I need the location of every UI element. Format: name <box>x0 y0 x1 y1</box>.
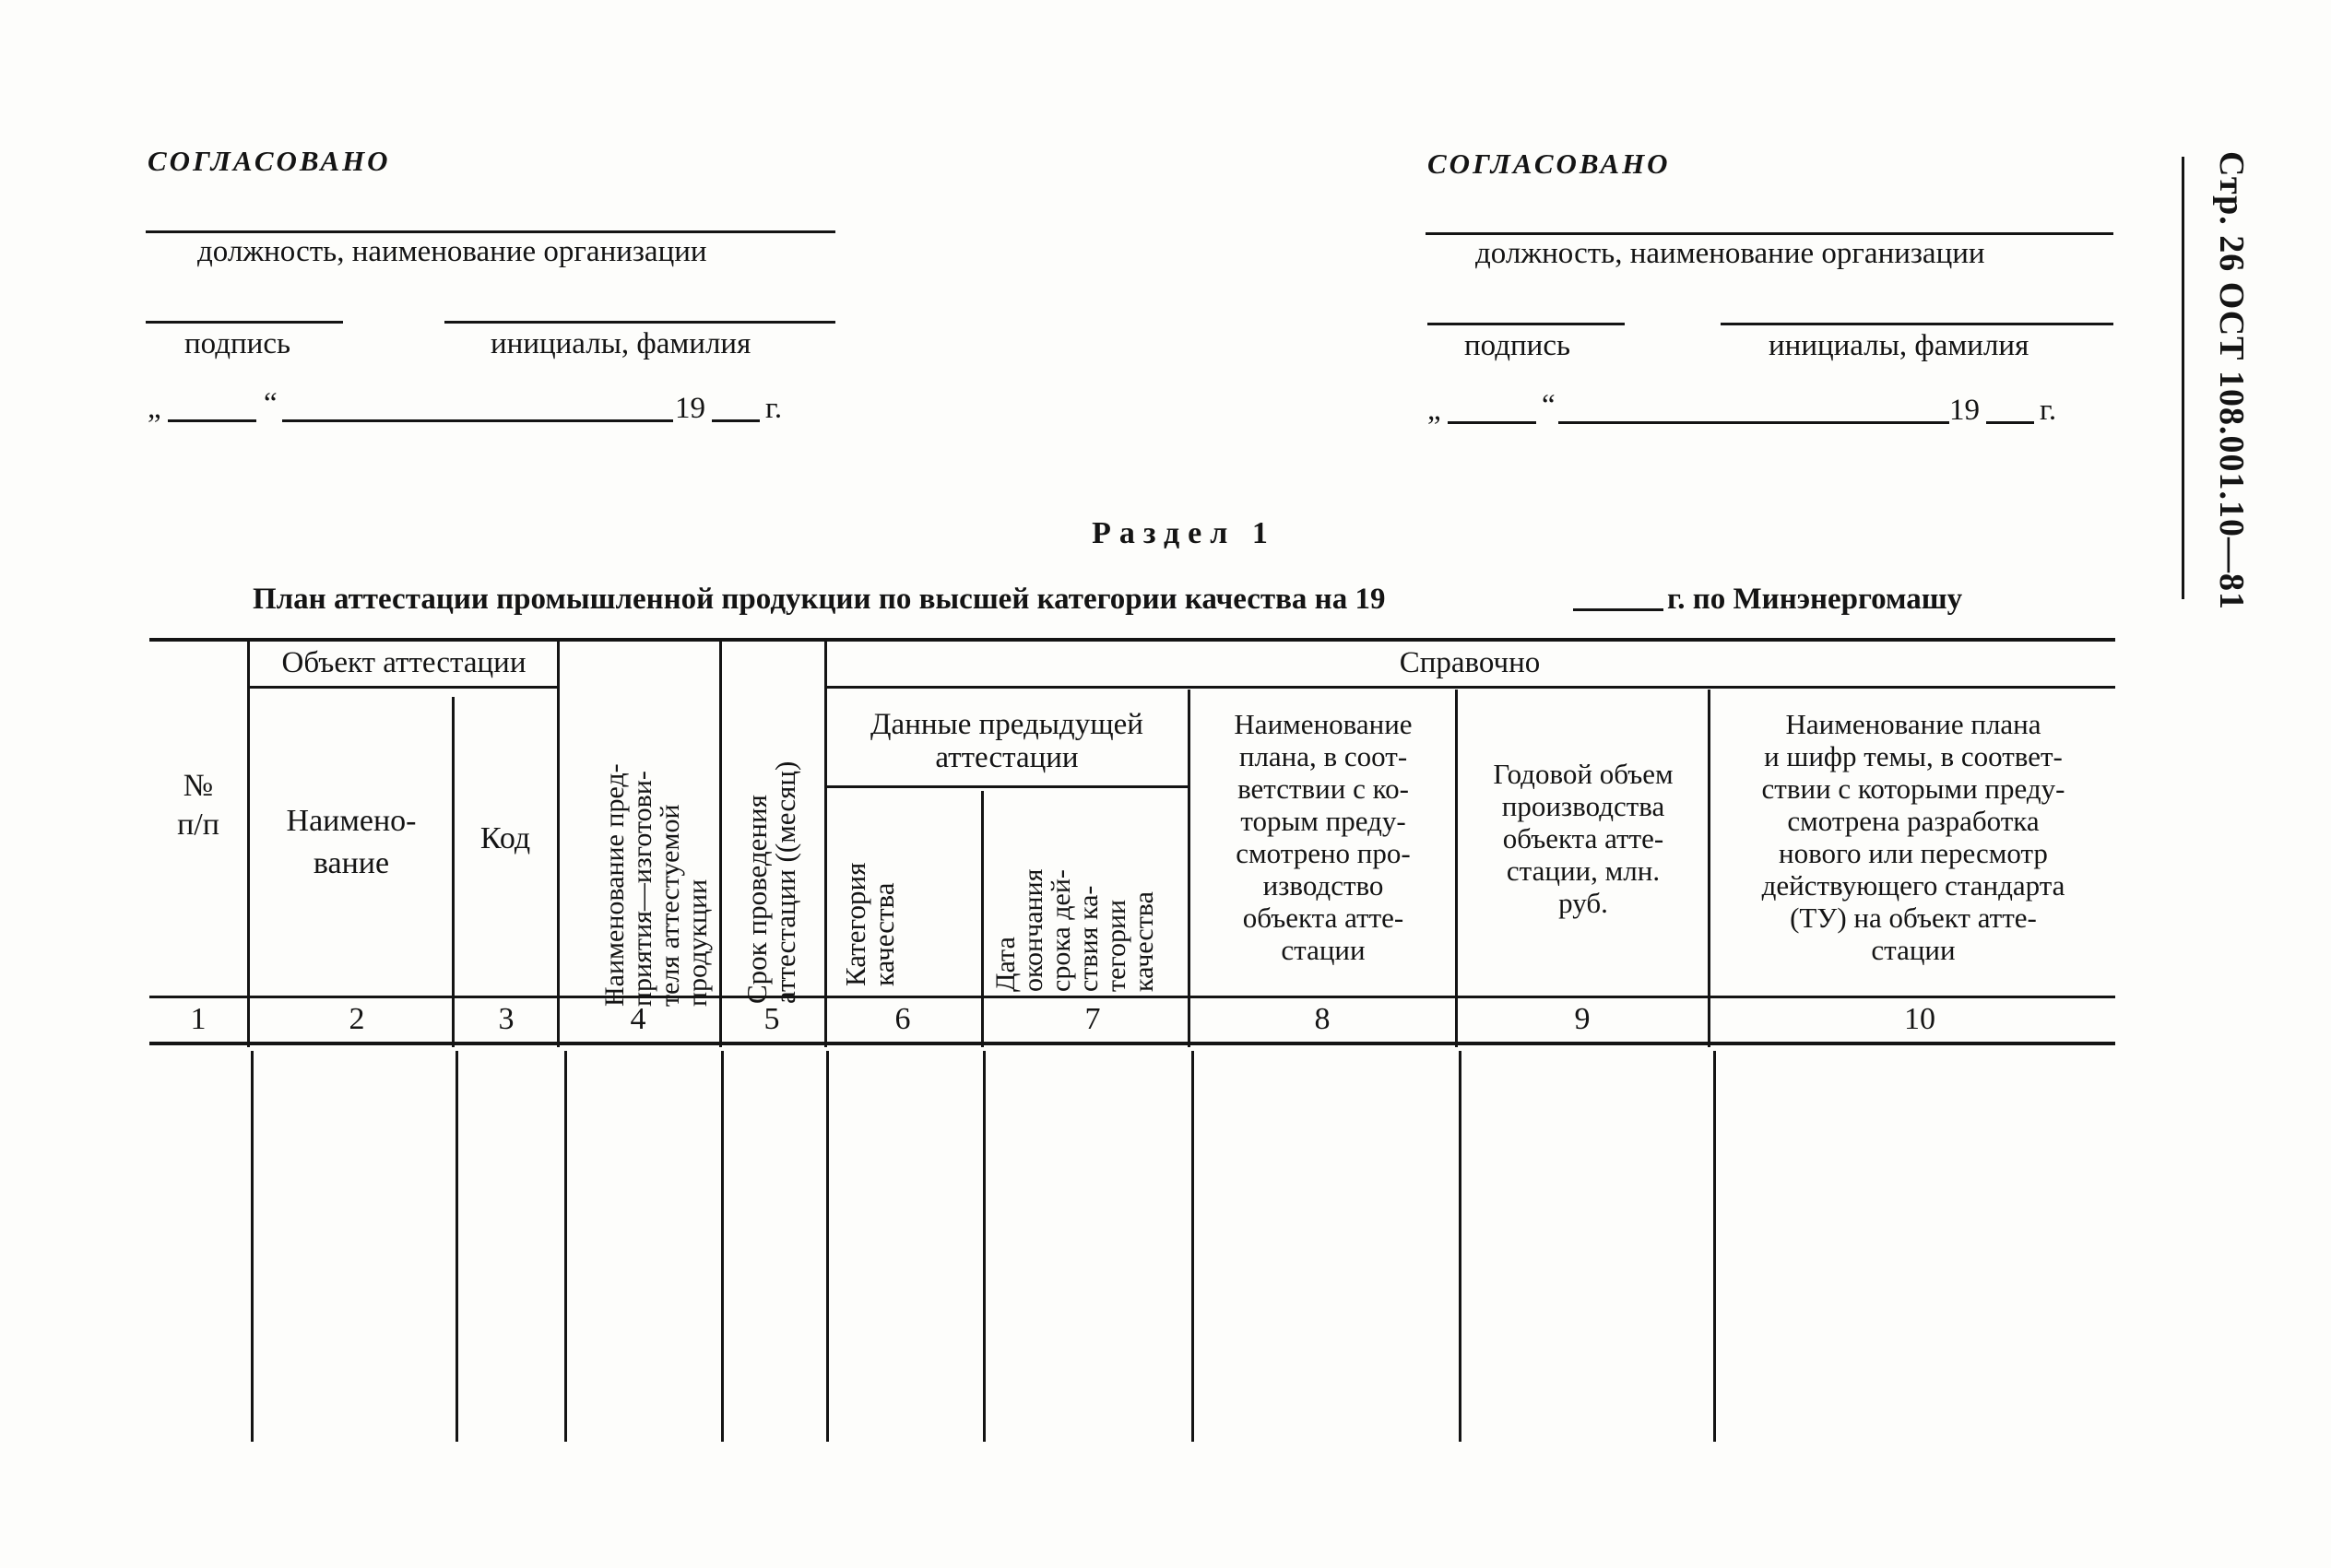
left-name-caption: инициалы, фамилия <box>491 327 751 360</box>
body-vline-6 <box>983 1051 986 1442</box>
plan-title-prefix: План аттестации промышленной продукции по высшей категории качества на 19 <box>253 583 1386 616</box>
body-vline-9 <box>1713 1051 1716 1442</box>
vline-8 <box>1455 690 1458 1047</box>
vline-1 <box>247 642 250 1047</box>
left-position-line <box>146 230 835 233</box>
reference-group-header: Справочно <box>1399 646 1541 679</box>
col1-header: № п/п <box>177 769 219 842</box>
reference-group-underline <box>824 686 2115 689</box>
right-date-mid: “ <box>1542 389 1556 422</box>
right-year-prefix: 19 <box>1949 394 1980 427</box>
object-group-header: Объект аттестации <box>281 646 527 679</box>
plan-title-suffix: г. по Минэнергомашу <box>1667 583 1963 616</box>
body-vline-3 <box>564 1051 567 1442</box>
body-vline-8 <box>1459 1051 1461 1442</box>
col5-header: Срок проведения аттестации ((месяц) <box>740 760 801 1004</box>
col7-header: Дата окончания срока дей- ствия ка- тегории качества <box>990 868 1159 992</box>
plan-year-line <box>1573 608 1663 611</box>
right-day-line <box>1448 421 1536 424</box>
col8-header: Наименование плана, в соот- ветствии с ко- торым преду- смотрено про- изводство объекта атте- стации <box>1234 708 1413 966</box>
col9-header: Годовой объем производства объекта атте- стации, млн. руб. <box>1493 758 1674 919</box>
right-date-open: „ <box>1427 394 1441 427</box>
vline-5 <box>824 642 827 1047</box>
vline-2 <box>452 697 455 1047</box>
vline-6 <box>981 791 984 1047</box>
left-year-prefix: 19 <box>675 392 705 425</box>
right-year-suffix: г. <box>2040 394 2057 427</box>
vline-7 <box>1188 690 1190 1047</box>
left-signature-caption: подпись <box>184 327 291 360</box>
left-day-line <box>168 419 256 422</box>
body-vline-7 <box>1191 1051 1194 1442</box>
table-top-border <box>149 638 2115 642</box>
vline-3 <box>557 642 560 1047</box>
left-date-open: „ <box>148 392 161 425</box>
left-signature-line <box>146 321 343 324</box>
col2-header: Наимено- вание <box>286 804 417 880</box>
right-position-line <box>1426 232 2113 235</box>
right-signature-line <box>1427 323 1625 325</box>
col3-header: Код <box>479 821 531 855</box>
side-label-text: Стр. 26 ОСТ 108.001.10—81 <box>2212 150 2251 611</box>
left-year-line <box>712 419 760 422</box>
right-name-line <box>1721 323 2113 325</box>
previous-group-underline <box>824 785 1188 788</box>
right-signature-caption: подпись <box>1464 329 1571 362</box>
col4-header: Наименование пред- приятия—изготови- теля аттестуемой продукции <box>599 763 713 1007</box>
col10-header: Наименование плана и шифр темы, в соответ- ствии с которыми преду- смотрена разработка нового или пересмотр действующего стандарта (ТУ) на объект атте- стации <box>1761 708 2065 966</box>
document-page: Стр. 26 ОСТ 108.001.10—81 СОГЛАСОВАНО должность, наименование организации подпись инициалы, фамилия „ “ 19 г. СОГЛАСОВАНО должность, наименование организации подпись инициалы, фамилия „ “ 19 г. Раздел 1 План аттестации промышленной продукции по высшей категории качества на 19 г. по Минэнергомашу № п/п Объект аттестации Наимено- вание Код Наименование пред- приятия—изготови- теля аттестуемой продукции Срок проведения аттестации ((месяц) Справочно Данные предыдущей аттестации Категория качества Дата окончания срока дей- ствия ка- тегории качества Наименование плана, в соот- ветствии с ко- торым преду- смотрено про- изводство объекта атте- стации Годовой объем производства объекта атте- стации, млн. руб. Наименование плана и шифр темы, в соответ- ствии с которыми преду- смотрена разработка нового или пересмотр действующего стандарта (ТУ) на объект атте- стации 1 2 3 4 5 6 7 8 9 10 <box>0 0 2331 1568</box>
left-date-mid: “ <box>264 387 278 420</box>
right-month-line <box>1558 421 1949 424</box>
vline-9 <box>1708 690 1710 1047</box>
body-vline-1 <box>251 1051 254 1442</box>
header-bottom-border <box>149 996 2115 998</box>
right-name-caption: инициалы, фамилия <box>1769 329 2029 362</box>
plan-title <box>253 583 1385 617</box>
left-name-line <box>444 321 835 324</box>
left-position-caption: должность, наименование организации <box>197 235 707 268</box>
right-year-line <box>1986 421 2034 424</box>
numbers-row-bottom-border <box>149 1042 2115 1045</box>
body-vline-5 <box>826 1051 829 1442</box>
left-month-line <box>282 419 673 422</box>
body-vline-2 <box>456 1051 458 1442</box>
right-agreed-heading: СОГЛАСОВАНО <box>1427 147 1671 180</box>
vline-4 <box>719 642 722 1047</box>
section-title: Раздел 1 <box>1092 516 1276 550</box>
left-agreed-heading: СОГЛАСОВАНО <box>148 145 391 177</box>
left-year-suffix: г. <box>765 392 783 425</box>
right-position-caption: должность, наименование организации <box>1475 237 1985 270</box>
previous-group-header: Данные предыдущей аттестации <box>870 708 1143 774</box>
object-group-underline <box>247 686 557 689</box>
body-vline-4 <box>721 1051 724 1442</box>
col6-header: Категория качества <box>839 862 900 986</box>
